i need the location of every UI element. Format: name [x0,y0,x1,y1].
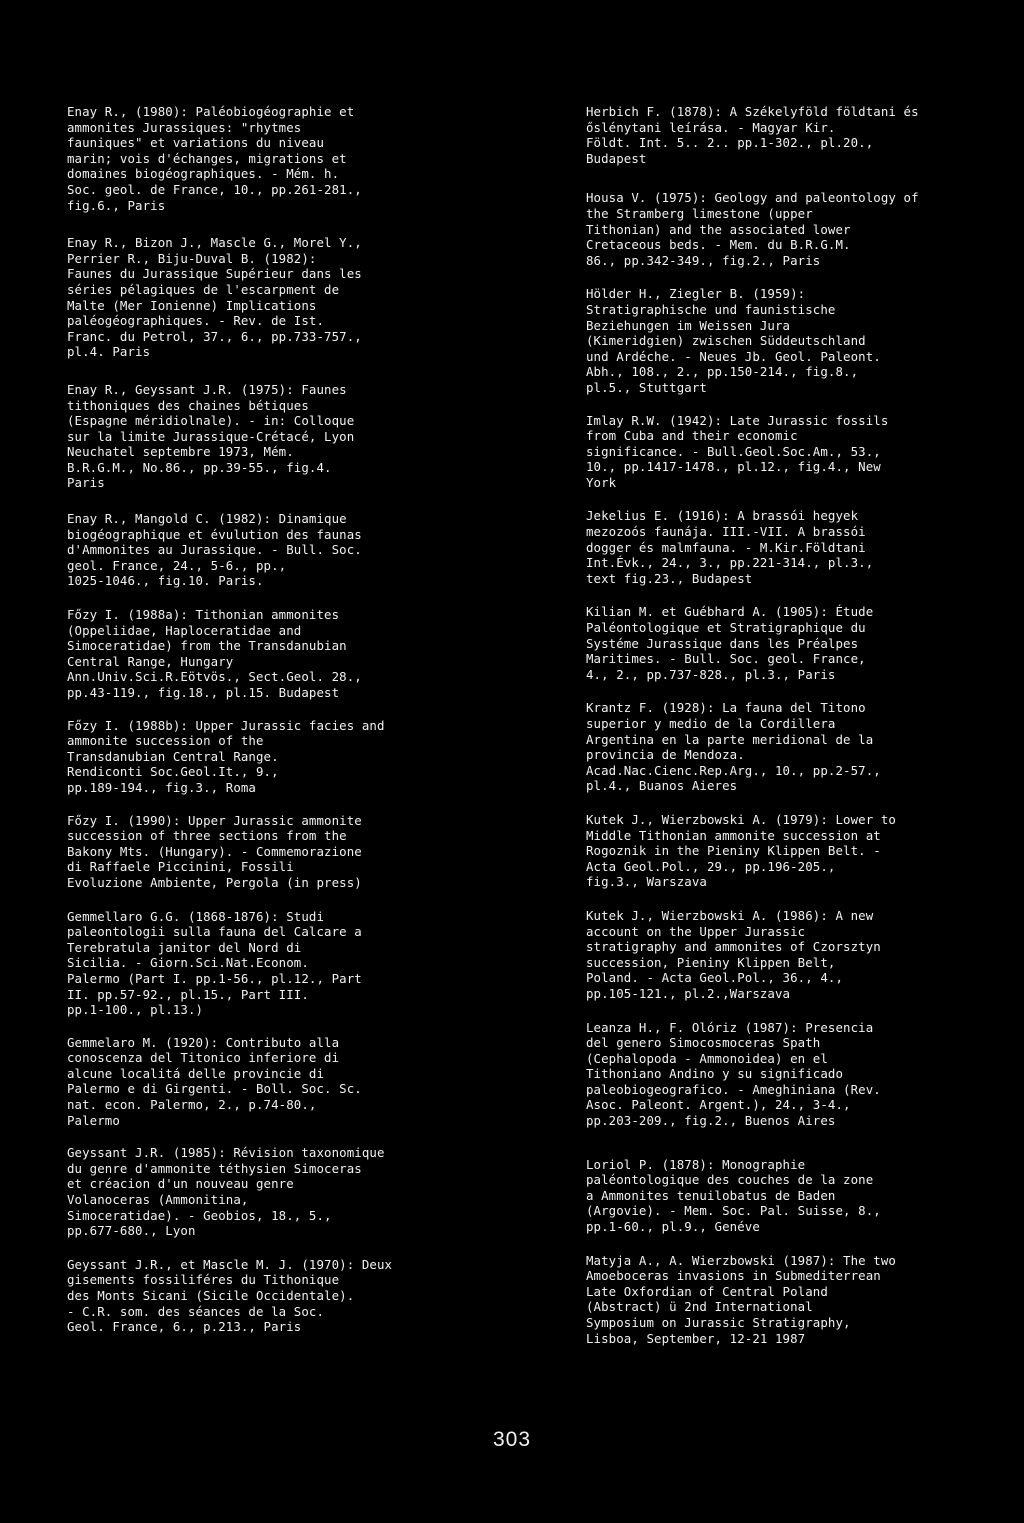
reference-entry: Leanza H., F. Olóriz (1987): Presencia del genero Simocosmoceras Spath (Cephalopoda - Ammonoidea) en el Tithoniano Andino y su significado paleobiogeografico. - Ameghiniana (Rev. Asoc. Paleont. Argent.), 24., 3-4., pp.203-209., fig.2., Buenos Aires [586,1019,881,1129]
reference-entry: Housa V. (1975): Geology and paleontology of the Stramberg limestone (upper Tithonian) and the associated lower Cretaceous beds. - Mem. du B.R.G.M. 86., pp.342-349., fig.2., Paris [586,190,919,268]
reference-entry: Enay R., Geyssant J.R. (1975): Faunes tithoniques des chaines bétiques (Espagne méridiolnale). - in: Colloque sur la limite Jurassique-Crétacé, Lyon Neuchatel septembre 1973, Mém. B.R.G.M., No.86., pp.39-55., fig.4. Paris [67,381,355,491]
reference-entry: Kilian M. et Guébhard A. (1905): Étude Paléontologique et Stratigraphique du Systéme Jurassique dans les Préalpes Maritimes. - Bull. Soc. geol. France, 4., 2., pp.737-828., pl.3., Paris [586,604,874,682]
reference-entry: Geyssant J.R., et Mascle M. J. (1970): Deux gisements fossiliféres du Tithonique des Monts Sicani (Sicile Occidentale). - C.R. som. des séances de la Soc. Geol. France, 6., p.213., Paris [67,1256,393,1335]
reference-entry: Kutek J., Wierzbowski A. (1986): A new account on the Upper Jurassic stratigraphy and ammonites of Czorsztyn succession, Pieniny Klippen Belt, Poland. - Acta Geol.Pol., 36., 4., pp.105-121., pl.2.,Warszava [586,907,881,1001]
reference-entry: Gemmellaro G.G. (1868-1876): Studi paleontologii sulla fauna del Calcare a Terebratula janitor del Nord di Sicilia. - Giorn.Sci.Nat.Econom. Palermo (Part I. pp.1-56., pl.12., Part II. pp.57-92., pl.15., Part III. pp.1-100., pl.13.) [67,908,362,1018]
reference-entry: Enay R., Mangold C. (1982): Dinamique biogéographique et évulution des faunas d'Ammonites au Jurassique. - Bull. Soc. geol. France, 24., 5-6., pp., 1025-1046., fig.10. Paris. [67,511,362,589]
reference-entry: Enay R., Bizon J., Mascle G., Morel Y., Perrier R., Biju-Duval B. (1982): Faunes du Jurassique Supérieur dans les séries pélagiques de l'escarpment de Malte (Mer Ionienne) Implications paléogéographiques. - Rev. de Ist. Franc. du Petrol, 37., 6., pp.733-757., pl.4. Paris [67,235,362,360]
page-number: 303 [492,1428,532,1451]
reference-entry: Loriol P. (1878): Monographie paléontologique des couches de la zone a Ammonites tenuilobatus de Baden (Argovie). - Mem. Soc. Pal. Suisse, 8., pp.1-60., pl.9., Genéve [586,1156,881,1235]
reference-entry: Gemmelaro M. (1920): Contributo alla conoscenza del Titonico inferiore di alcune localitá delle provincie di Palermo e di Girgenti. - Boll. Soc. Sc. nat. econ. Palermo, 2., p.74-80., Palermo [67,1034,362,1128]
reference-entry: Matyja A., A. Wierzbowski (1987): The two Amoeboceras invasions in Submediterrean Late Oxfordian of Central Poland (Abstract) ü 2nd International Symposium on Jurassic Stratigraphy, Lisboa, September, 12-21 1987 [586,1252,896,1346]
reference-entry: Főzy I. (1988a): Tithonian ammonites (Oppeliidae, Haploceratidae and Simoceratidae) from the Transdanubian Central Range, Hungary Ann.Univ.Sci.R.Eötvös., Sect.Geol. 28., pp.43-119., fig.18., pl.15. Budapest [67,607,362,700]
reference-entry: Geyssant J.R. (1985): Révision taxonomique du genre d'ammonite téthysien Simoceras et créacion d'un nouveau genre Volanoceras (Ammonitina, Simoceratidae). - Geobios, 18., 5., pp.677-680., Lyon [67,1145,385,1239]
right-reference-column [586,104,948,1346]
reference-entry: Herbich F. (1878): A Székelyföld földtani és őslénytani leírása. - Magyar Kir. Földt. Int. 5.. 2.. pp.1-302., pl.20., Budapest [586,104,919,166]
reference-entry: Kutek J., Wierzbowski A. (1979): Lower to Middle Tithonian ammonite succession at Rogoznik in the Pieniny Klippen Belt. - Acta Geol.Pol., 29., pp.196-205., fig.3., Warszava [586,811,896,890]
reference-entry: Hölder H., Ziegler B. (1959): Stratigraphische und faunistische Beziehungen im Weissen Jura (Kimeridgien) zwischen Süddeutschland und Ardéche. - Neues Jb. Geol. Paleont. Abh., 108., 2., pp.150-214., fig.8., pl.5., Stuttgart [586,286,881,395]
reference-entry: Főzy I. (1988b): Upper Jurassic facies and ammonite succession of the Transdanubian Central Range. Rendiconti Soc.Geol.It., 9., pp.189-194., fig.3., Roma [67,717,385,795]
left-reference-column [67,104,429,1335]
reference-entry: Enay R., (1980): Paléobiogéographie et ammonites Jurassiques: "rhytmes fauniques" et variations du niveau marin; vois d'échanges, migrations et domaines biogéographiques. - Mém. h. Soc. geol. de France, 10., pp.261-281., fig.6., Paris [67,104,362,213]
reference-entry: Krantz F. (1928): La fauna del Titono superior y medio de la Cordillera Argentina en la parte meridional de la provincia de Mendoza. Acad.Nac.Cienc.Rep.Arg., 10., pp.2-57., pl.4., Buanos Aieres [586,700,881,794]
reference-entry: Jekelius E. (1916): A brassói hegyek mezozoós faunája. III.-VII. A brassói dogger és malmfauna. - M.Kir.Földtani Int.Évk., 24., 3., pp.221-314., pl.3., text fig.23., Budapest [586,508,874,586]
reference-entry: Imlay R.W. (1942): Late Jurassic fossils from Cuba and their economic significance. - Bull.Geol.Soc.Am., 53., 10., pp.1417-1478., pl.12., fig.4., New York [586,412,889,490]
reference-entry: Főzy I. (1990): Upper Jurassic ammonite succession of three sections from the Bakony Mts. (Hungary). - Commemorazione di Raffaele Piccinini, Fossili Evoluzione Ambiente, Pergola (in press) [67,812,362,890]
